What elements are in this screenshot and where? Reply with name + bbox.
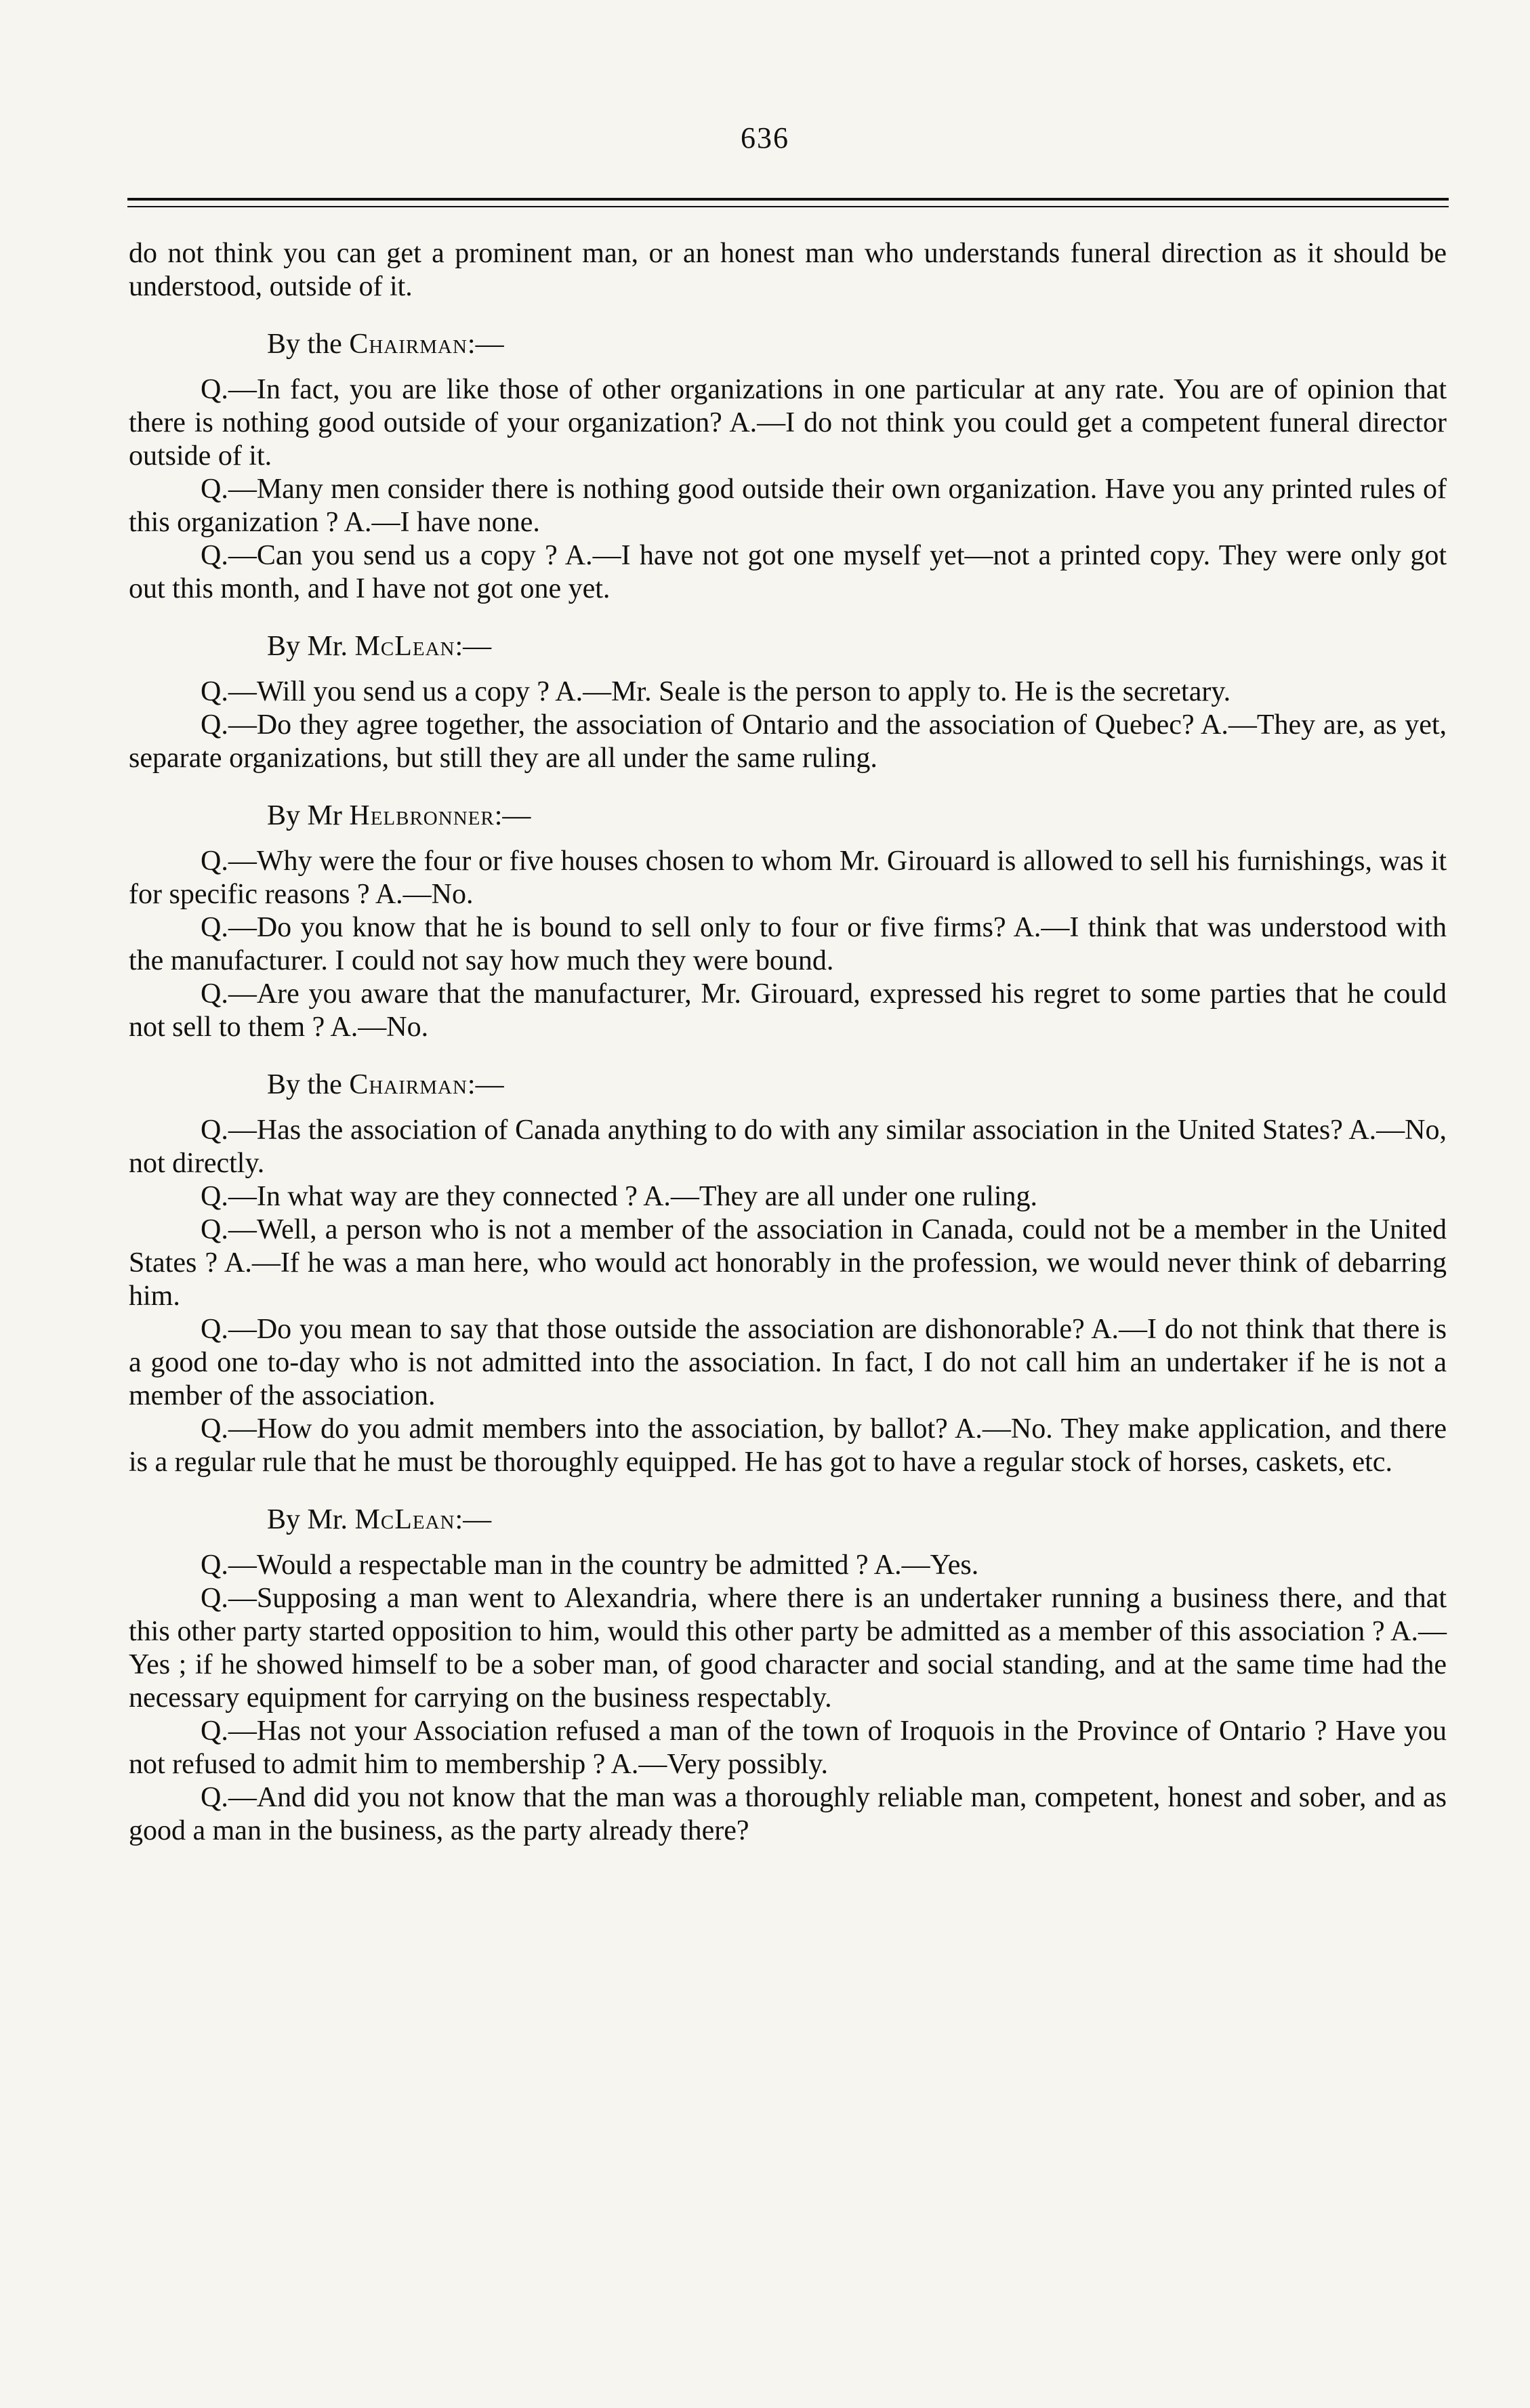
- page-number: 636: [741, 121, 789, 154]
- continued-paragraph: do not think you can get a prominent man, or an honest man who understands funeral direction as it should be understood, outside of it.: [129, 238, 1447, 302]
- qa-paragraph: Q.—Supposing a man went to Alexandria, where there is an undertaker running a business there, and that this other party started opposition to him, would this other party be admitted as a member of this association ? A.—Yes ; if he showed himself to be a sober man, of good character and social standing, and at the same time had the necessary equipment for carrying on the business respectably.: [129, 1583, 1447, 1714]
- speaker-heading: [129, 328, 1447, 361]
- qa-paragraph: Q.—Why were the four or five houses chosen to whom Mr. Girouard is allowed to sell his furnishings, was it for specific reasons ? A.—No.: [129, 846, 1447, 910]
- speaker-prefix: By Mr.: [267, 631, 355, 662]
- qa-paragraph: Q.—Has not your Association refused a man of the town of Iroquois in the Province of Ontario ? Have you not refused to admit him to membership ? A.—Very possibly.: [129, 1716, 1447, 1780]
- qa-paragraph: Q.—Many men consider there is nothing good outside their own organization. Have you any printed rules of this organization ? A.—I have none.: [129, 474, 1447, 538]
- qa-paragraph: Q.—Will you send us a copy ? A.—Mr. Seale is the person to apply to. He is the secretary.: [201, 676, 1231, 707]
- qa-paragraph: Q.—And did you not know that the man was a thoroughly reliable man, competent, honest and sober, and as good a man in the business, as the party already there?: [129, 1782, 1447, 1846]
- speaker-heading: [129, 630, 1447, 663]
- qa-paragraph: Q.—Do you mean to say that those outside the association are dishonorable? A.—I do not think that there is a good one to-day who is not admitted into the association. In fact, I do not call him an undertaker if he is not a member of the association.: [129, 1314, 1447, 1411]
- qa-paragraph: Q.—Would a respectable man in the country be admitted ? A.—Yes.: [201, 1550, 979, 1581]
- speaker-suffix: :—: [494, 800, 531, 831]
- qa-paragraph: Q.—Are you aware that the manufacturer, Mr. Girouard, expressed his regret to some parties that he could not sell to them ? A.—No.: [129, 978, 1447, 1043]
- speaker-prefix: By the: [267, 329, 350, 360]
- qa-paragraph: Q.—Well, a person who is not a member of the association in Canada, could not be a member in the United States ? A.—If he was a man here, who would act honorably in the profession, we would never think of debarring him.: [129, 1214, 1447, 1312]
- qa-paragraph: Q.—In what way are they connected ? A.—They are all under one ruling.: [201, 1181, 1038, 1212]
- speaker-name: Chairman: [349, 1069, 468, 1100]
- qa-paragraph: Q.—Do they agree together, the association of Ontario and the association of Quebec? A.—They are, as yet, separate organizations, but still they are all under the same ruling.: [129, 709, 1447, 774]
- header-rule-thin: [127, 206, 1449, 207]
- speaker-name: McLean: [354, 631, 455, 662]
- qa-paragraph: Q.—In fact, you are like those of other organizations in one particular at any rate. You are of opinion that there is nothing good outside of your organization? A.—I do not think you could get a competent funeral director outside of it.: [129, 374, 1447, 472]
- speaker-name: McLean: [354, 1504, 455, 1535]
- speaker-suffix: :—: [455, 631, 492, 662]
- document-body: [129, 237, 1447, 1848]
- speaker-heading: [129, 1068, 1447, 1102]
- qa-paragraph: Q.—How do you admit members into the association, by ballot? A.—No. They make application, and there is a regular rule that he must be thoroughly equipped. He has got to have a regular stock of horses, caskets, etc.: [129, 1413, 1447, 1478]
- speaker-heading: [129, 1503, 1447, 1537]
- speaker-suffix: :—: [455, 1504, 492, 1535]
- speaker-name: Helbronner: [349, 800, 495, 831]
- qa-paragraph: Q.—Can you send us a copy ? A.—I have not got one myself yet—not a printed copy. They were only got out this month, and I have not got one yet.: [129, 540, 1447, 604]
- speaker-prefix: By the: [267, 1069, 350, 1100]
- qa-paragraph: Q.—Has the association of Canada anything to do with any similar association in the United States? A.—No, not directly.: [129, 1115, 1447, 1179]
- speaker-suffix: :—: [467, 329, 504, 360]
- header-rule-thick: [127, 198, 1449, 201]
- qa-paragraph: Q.—Do you know that he is bound to sell only to four or five firms? A.—I think that was understood with the manufacturer. I could not say how much they were bound.: [129, 912, 1447, 976]
- speaker-suffix: :—: [467, 1069, 504, 1100]
- speaker-prefix: By Mr.: [267, 1504, 355, 1535]
- speaker-prefix: By Mr: [267, 800, 350, 831]
- speaker-heading: [129, 800, 1447, 833]
- speaker-name: Chairman: [349, 329, 468, 360]
